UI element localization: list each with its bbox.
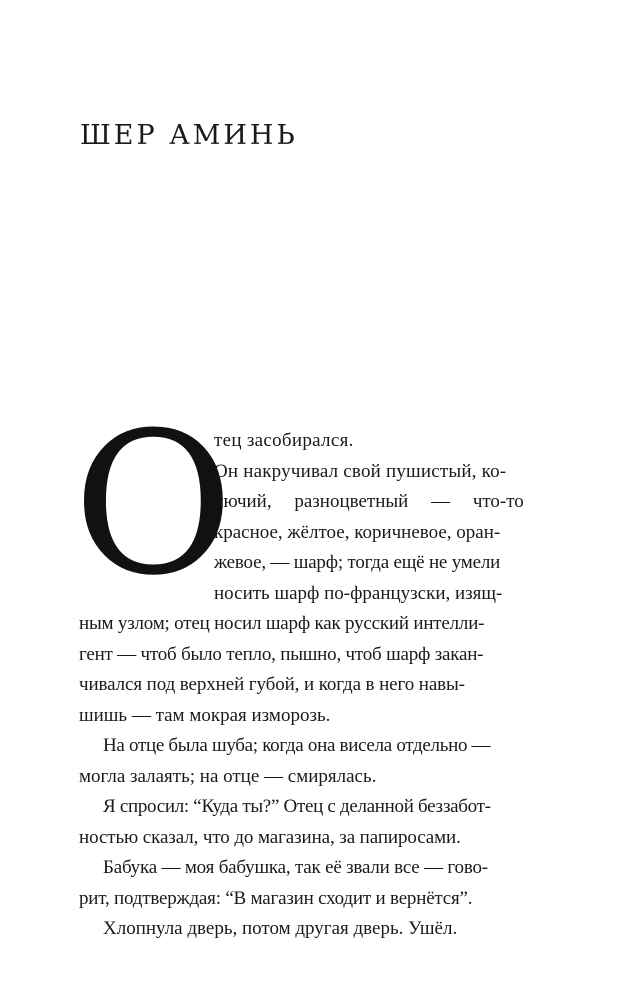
text-line: Хлопнула дверь, потом другая дверь. Ушёл. bbox=[103, 918, 458, 939]
drop-cap: О bbox=[73, 391, 234, 619]
text-line: могла залаять; на отце — смирялась. bbox=[79, 765, 377, 787]
chapter-text bbox=[73, 391, 541, 945]
text-line: тец засобирался. bbox=[214, 430, 354, 451]
text-line: ным узлом; отец носил шарф как русский интелли- bbox=[79, 613, 485, 634]
text-line: рит, подтверждая: “В магазин сходит и вернётся”. bbox=[79, 887, 473, 909]
text-line: чивался под верхней губой, и когда в него навы- bbox=[79, 674, 465, 695]
text-line: красное, жёлтое, коричневое, оран- bbox=[214, 521, 501, 543]
text-line: Он накручивал свой пушистый, ко- bbox=[214, 460, 507, 482]
text-line: носить шарф по-французски, изящ- bbox=[214, 582, 503, 604]
text-line: Бабука — моя бабушка, так её звали все — гово- bbox=[103, 857, 488, 878]
chapter-title: ШЕР АМИНЬ bbox=[80, 120, 298, 151]
text-line: ностью сказал, что до магазина, за папиросами. bbox=[79, 826, 461, 848]
text-line: жевое, — шарф; тогда ещё не умели bbox=[214, 552, 501, 573]
text-line: шишь — там мокрая изморозь. bbox=[79, 704, 331, 726]
text-line: гент — чтоб было тепло, пышно, чтоб шарф закан- bbox=[79, 643, 484, 665]
text-line: лючий, разноцветный — что-то bbox=[214, 491, 524, 512]
text-line: Я спросил: “Куда ты?” Отец с деланной беззабот- bbox=[103, 796, 491, 817]
text-line: На отце была шуба; когда она висела отдельно — bbox=[103, 735, 491, 756]
